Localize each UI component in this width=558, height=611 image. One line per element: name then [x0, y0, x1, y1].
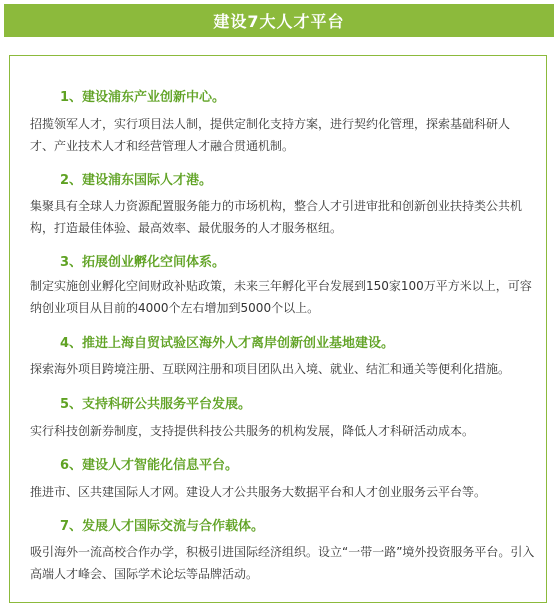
section-heading-2: 2、建设浦东国际人才港。 — [60, 173, 213, 188]
section-body-7 — [30, 541, 535, 585]
section-heading-7: 7、发展人才国际交流与合作载体。 — [60, 519, 265, 534]
body-line: 探索海外项目跨境注册、互联网注册和项目团队出入境、就业、结汇和通关等便利化措施。 — [30, 362, 511, 376]
section-body-1 — [30, 113, 535, 157]
section-body-3 — [30, 275, 535, 319]
section-body-5 — [30, 420, 535, 442]
body-line: 吸引海外一流高校合作办学，积极引进国际经济组织。设立“一带一路”境外投资服务平台。引入 — [30, 545, 535, 559]
body-line: 才、产业技术人才和经营管理人才融合贯通机制。 — [30, 139, 295, 153]
section-heading-6: 6、建设人才智能化信息平台。 — [60, 458, 239, 473]
body-line: 集聚具有全球人力资源配置服务能力的市场机构，整合人才引进审批和创新创业扶持类公共机 — [30, 199, 523, 213]
body-line: 实行科技创新券制度，支持提供科技公共服务的机构发展，降低人才科研活动成本。 — [30, 424, 475, 438]
body-line: 招揽领军人才，实行项目法人制，提供定制化支持方案，进行契约化管理，探索基础科研人 — [30, 117, 511, 131]
section-body-4 — [30, 358, 535, 380]
body-line: 构，打造最佳体验、最高效率、最优服务的人才服务枢纽。 — [30, 221, 343, 235]
body-line: 推进市、区共建国际人才网。建设人才公共服务大数据平台和人才创业服务云平台等。 — [30, 485, 487, 499]
section-heading-5: 5、支持科研公共服务平台发展。 — [60, 397, 252, 412]
content-box — [9, 55, 547, 603]
section-heading-3: 3、拓展创业孵化空间体系。 — [60, 255, 226, 270]
body-line: 制定实施创业孵化空间财政补贴政策，未来三年孵化平台发展到150家100万平方米以上，可容 — [30, 279, 532, 293]
section-body-6 — [30, 481, 535, 503]
section-heading-4: 4、推进上海自贸试验区海外人才离岸创新创业基地建设。 — [60, 336, 395, 351]
section-heading-1: 1、建设浦东产业创新中心。 — [60, 90, 226, 105]
body-line: 纳创业项目从目前的4000个左右增加到5000个以上。 — [30, 301, 320, 315]
section-body-2 — [30, 195, 535, 239]
banner-title: 建设7大人才平台 — [213, 12, 345, 31]
section-banner — [4, 4, 554, 37]
body-line: 高端人才峰会、国际学术论坛等品牌活动。 — [30, 567, 259, 581]
